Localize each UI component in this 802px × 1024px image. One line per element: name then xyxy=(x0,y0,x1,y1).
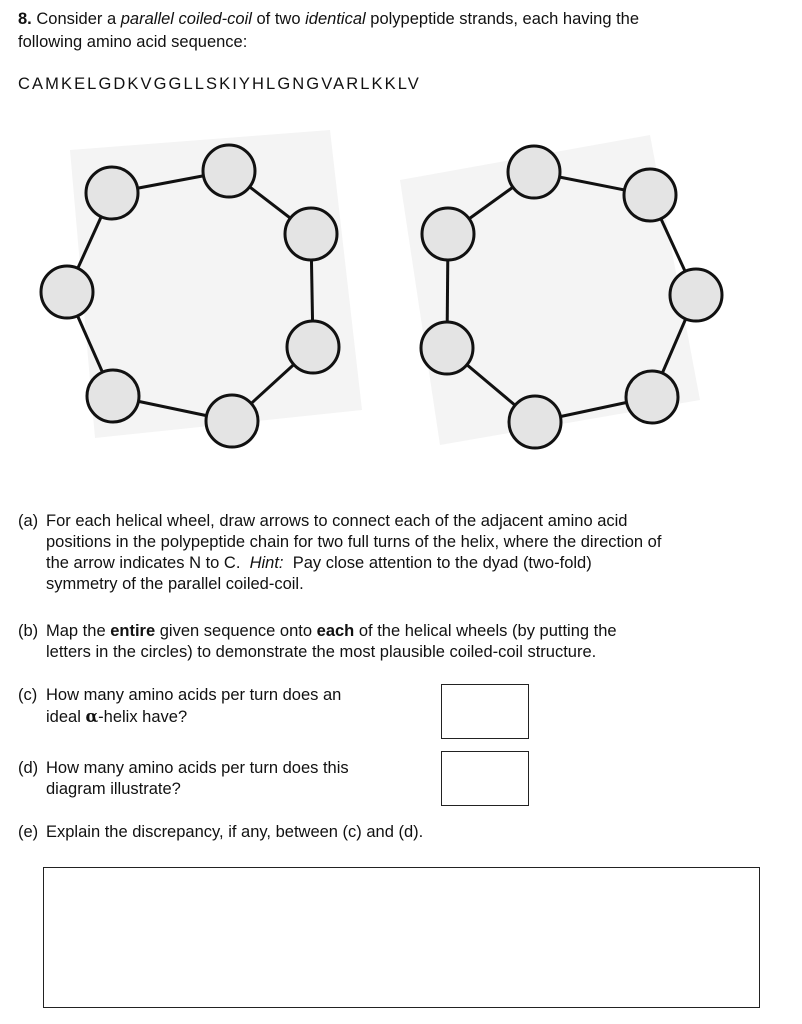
answer-box-d[interactable] xyxy=(441,751,529,806)
left-wheel-position[interactable] xyxy=(86,167,138,219)
part-d-text: diagram illustrate? xyxy=(46,780,181,798)
answer-box-c[interactable] xyxy=(441,684,529,739)
part-a-line3 xyxy=(18,553,788,574)
part-e-text: Explain the discrepancy, if any, between (c) and (d). xyxy=(46,823,424,841)
part-c xyxy=(18,685,438,728)
left-wheel-position[interactable] xyxy=(203,145,255,197)
left-wheel-position[interactable] xyxy=(41,266,93,318)
hint-label: Hint: xyxy=(249,554,284,572)
part-a-text: the arrow indicates N to C. xyxy=(46,554,241,572)
part-b xyxy=(18,621,788,663)
amino-acid-sequence: CAMKELGDKVGGLLSKIYHLGNGVARLKKLV xyxy=(18,75,421,93)
question-intro xyxy=(18,9,788,30)
part-c-line2 xyxy=(18,706,438,728)
intro-emphasis: identical xyxy=(305,10,366,28)
part-a xyxy=(18,511,788,595)
right-wheel-position[interactable] xyxy=(422,208,474,260)
part-b-text: of the helical wheels (by putting the xyxy=(358,622,617,640)
intro-text: of two xyxy=(256,10,301,28)
helical-wheels-diagram xyxy=(0,120,802,460)
part-d-text: How many amino acids per turn does this xyxy=(46,759,349,777)
question-intro-line2: following amino acid sequence: xyxy=(18,33,248,51)
part-b-label: (b) xyxy=(18,622,39,640)
intro-text: polypeptide strands, each having the xyxy=(370,10,640,28)
intro-emphasis: parallel coiled-coil xyxy=(120,10,252,28)
part-a-text: For each helical wheel, draw arrows to connect each of the adjacent amino acid xyxy=(46,512,628,530)
part-c-text: How many amino acids per turn does an xyxy=(46,686,342,704)
part-b-text: given sequence onto xyxy=(159,622,313,640)
answer-box-e[interactable] xyxy=(43,867,760,1008)
right-wheel-position[interactable] xyxy=(624,169,676,221)
intro-text: Consider a xyxy=(36,10,117,28)
right-wheel-position[interactable] xyxy=(508,146,560,198)
question-number: 8. xyxy=(18,10,32,28)
part-d-label: (d) xyxy=(18,759,39,777)
part-a-label: (a) xyxy=(18,512,39,530)
part-a-text: positions in the polypeptide chain for two full turns of the helix, where the direction of xyxy=(46,533,662,551)
right-wheel-position[interactable] xyxy=(670,269,722,321)
part-b-text: letters in the circles) to demonstrate the most plausible coiled-coil structure. xyxy=(46,643,597,661)
part-b-bold: entire xyxy=(110,622,156,640)
alpha-symbol: α xyxy=(85,707,99,726)
part-e xyxy=(18,822,788,843)
part-c-text: -helix have? xyxy=(98,708,188,726)
left-wheel-position[interactable] xyxy=(87,370,139,422)
left-wheel-position[interactable] xyxy=(206,395,258,447)
part-a-text: symmetry of the parallel coiled-coil. xyxy=(46,575,304,593)
right-wheel-position[interactable] xyxy=(509,396,561,448)
part-c-text: ideal xyxy=(46,708,81,726)
part-a-text: Pay close attention to the dyad (two-fold) xyxy=(292,554,592,572)
left-wheel-position[interactable] xyxy=(287,321,339,373)
part-b-bold: each xyxy=(316,622,355,640)
part-d xyxy=(18,758,438,800)
left-wheel-position[interactable] xyxy=(285,208,337,260)
part-b-text: Map the xyxy=(46,622,106,640)
right-wheel-position[interactable] xyxy=(421,322,473,374)
right-wheel-position[interactable] xyxy=(626,371,678,423)
part-c-label: (c) xyxy=(18,686,38,704)
part-e-label: (e) xyxy=(18,823,39,841)
